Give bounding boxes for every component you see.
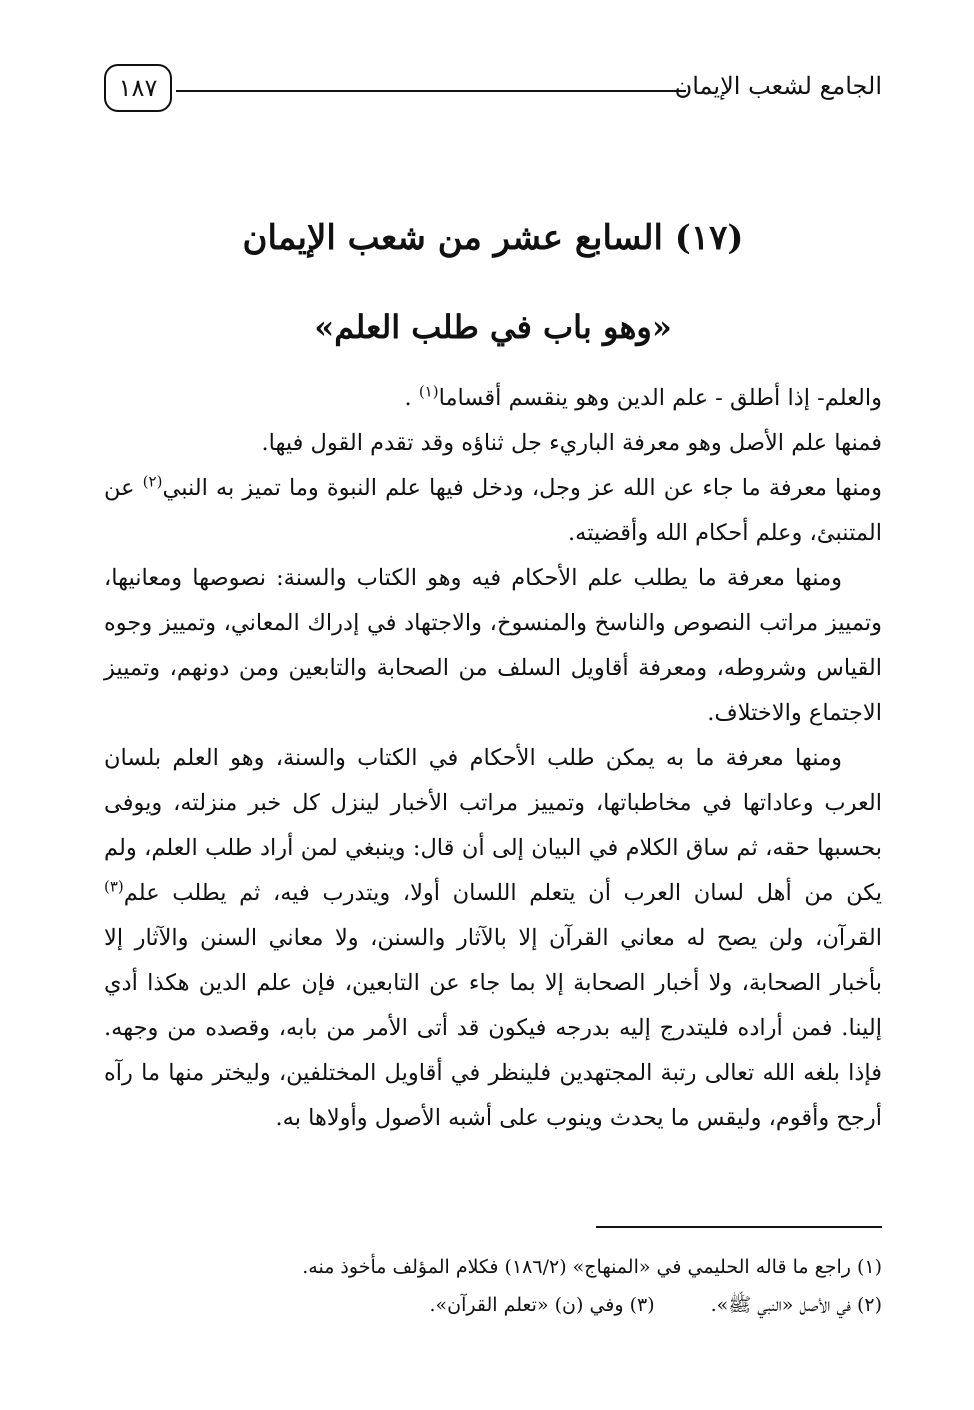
- footnote-3: (٣) وفي (ن) «تعلم القرآن».: [429, 1294, 655, 1316]
- footnote-ref-2: (٢): [142, 472, 163, 491]
- paragraph-5-text: ومنها معرفة ما به يمكن طلب الأحكام في الكتاب والسنة، وهو العلم بلسان العرب وعاداتها في مخاطباتها، وتمييز مراتب الأخبار لينزل كل خبر منزلته، ويوفى بحسبها حقه، ثم ساق الكلام في البيان إلى أن قال: وينبغي لمن أراد طلب العلم، ولم يكن من أهل لسان العرب أن يتعلم اللسان أولا، ويتدرب فيه، ثم يطلب علم: [104, 745, 882, 906]
- paragraph-1-text: والعلم- إذا أطلق - علم الدين وهو ينقسم أقساما: [438, 385, 882, 411]
- footnote-ref-3: (٣): [104, 877, 124, 896]
- footnote-ref-1: (١): [418, 382, 439, 401]
- body-text: [104, 376, 882, 1141]
- header-rule: [176, 90, 686, 92]
- paragraph-3: [104, 466, 882, 556]
- paragraph-3-text: ومنها معرفة ما جاء عن الله عز وجل، ودخل فيها علم النبوة وما تميز به النبي: [162, 475, 882, 501]
- paragraph-5: [104, 736, 882, 1141]
- chapter-subtitle: «وهو باب في طلب العلم»: [314, 308, 672, 346]
- paragraph-2: فمنها علم الأصل وهو معرفة الباريء جل ثناؤه وقد تقدم القول فيها.: [261, 430, 882, 456]
- running-header: [104, 64, 882, 124]
- paragraph-3-end: عن المتنبئ، وعلم أحكام الله وأقضيته.: [104, 475, 882, 546]
- page-number: ١٨٧: [104, 64, 172, 112]
- paragraph-4: ومنها معرفة ما يطلب علم الأحكام فيه وهو الكتاب والسنة: نصوصها ومعانيها، وتمييز مراتب النصوص والناسخ والمنسوخ، والاجتهاد في إدراك المعاني، وتمييز وجوه القياس وشروطه، ومعرفة أقاويل السلف من الصحابة والتابعين ومن دونهم، وتمييز الاجتماع والاختلاف.: [104, 565, 882, 726]
- footnotes: [104, 1248, 882, 1324]
- footnote-2: (٢) في الأصل «النبي ﷺ».: [710, 1294, 882, 1316]
- running-title: الجامع لشعب الإيمان: [674, 72, 882, 100]
- paragraph-1: [104, 376, 882, 421]
- footnote-separator: [596, 1226, 882, 1228]
- chapter-title: (١٧) السابع عشر من شعب الإيمان: [242, 218, 744, 258]
- paragraph-5-end: القرآن، ولن يصح له معاني القرآن إلا بالآثار والسنن، ولا معاني السنن والآثار إلا بأخبار الصحابة، ولا أخبار الصحابة إلا بما جاء عن التابعين، فإن علم الدين هكذا أدي إلينا. فمن أراده فليتدرج إليه بدرجه فيكون قد أتى الأمر من بابه، وقصده من وجهه. فإذا بلغه الله تعالى رتبة المجتهدين فلينظر في أقاويل المختلفين، وليختر منها ما رآه أرجح وأقوم، وليقس ما يحدث وينوب على أشبه الأصول وأولاها به.: [104, 925, 882, 1131]
- footnote-row: [104, 1286, 882, 1324]
- paragraph-1-end: .: [404, 385, 419, 411]
- footnote-1: (١) راجع ما قاله الحليمي في «المنهاج» (١٨٦/٢) فكلام المؤلف مأخوذ منه.: [302, 1256, 882, 1278]
